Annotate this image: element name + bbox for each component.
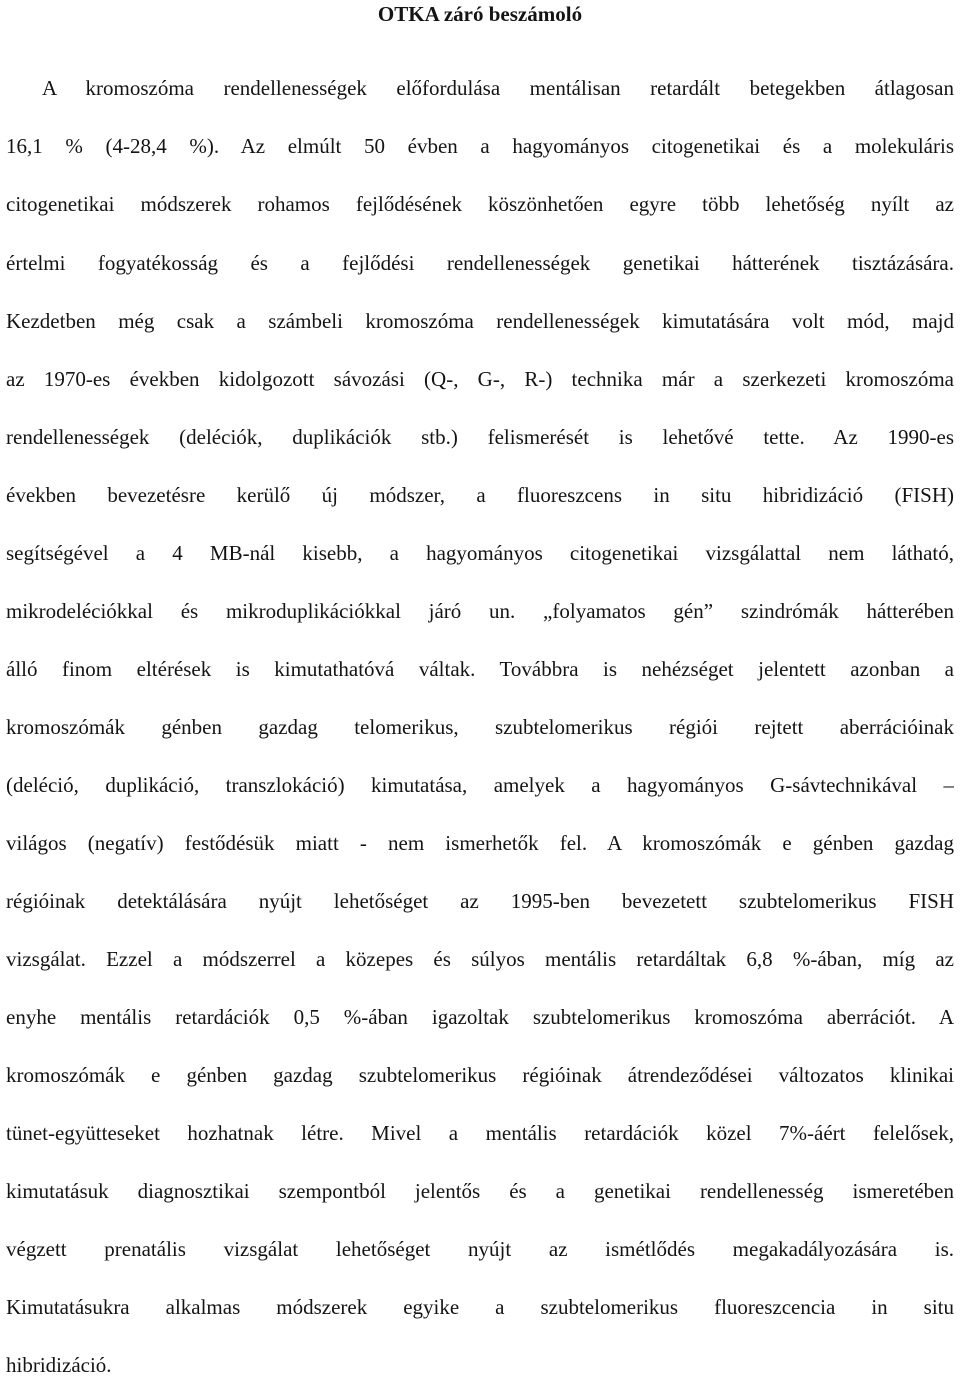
text-line: kimutatásuk diagnosztikai szempontból jelentős és a genetikai rendellenesség ismeretében xyxy=(6,1179,954,1203)
text-line: vizsgálat. Ezzel a módszerrel a közepes és súlyos mentális retardáltak 6,8 %-ában, míg az xyxy=(6,947,954,971)
text-line: hibridizáció. xyxy=(6,1353,112,1377)
text-line: álló finom eltérések is kimutathatóvá váltak. Továbbra is nehézséget jelentett azonban a xyxy=(6,657,954,681)
text-line: régióinak detektálására nyújt lehetőséget az 1995-ben bevezetett szubtelomerikus FISH xyxy=(6,889,954,913)
text-line: rendellenességek (deléciók, duplikációk stb.) felismerését is lehetővé tette. Az 1990-es xyxy=(6,425,954,449)
text-line: enyhe mentális retardációk 0,5 %-ában igazoltak szubtelomerikus kromoszóma aberrációt. A xyxy=(6,1005,954,1029)
text-line: az 1970-es években kidolgozott sávozási (Q-, G-, R-) technika már a szerkezeti kromoszóma xyxy=(6,367,954,391)
text-line: Kezdetben még csak a számbeli kromoszóma rendellenességek kimutatására volt mód, majd xyxy=(6,309,954,333)
text-line: mikrodeléciókkal és mikroduplikációkkal járó un. „folyamatos gén” szindrómák hátterében xyxy=(6,599,954,623)
text-line: kromoszómák e génben gazdag szubtelomerikus régióinak átrendeződései változatos klinikai xyxy=(6,1063,954,1087)
text-line: (deléció, duplikáció, transzlokáció) kimutatása, amelyek a hagyományos G-sávtechnikával – xyxy=(6,773,954,797)
document-title: OTKA záró beszámoló xyxy=(377,2,583,26)
text-line: Kimutatásukra alkalmas módszerek egyike a szubtelomerikus fluoreszcencia in situ xyxy=(6,1295,954,1319)
text-line: kromoszómák génben gazdag telomerikus, szubtelomerikus régiói rejtett aberrációinak xyxy=(6,715,954,739)
text-line: években bevezetésre kerülő új módszer, a fluoreszcens in situ hibridizáció (FISH) xyxy=(6,483,954,507)
text-line: végzett prenatális vizsgálat lehetőséget nyújt az ismétlődés megakadályozására is. xyxy=(6,1237,954,1261)
text-line: segítségével a 4 MB-nál kisebb, a hagyományos citogenetikai vizsgálattal nem látható, xyxy=(6,541,954,565)
text-line: 16,1 % (4-28,4 %). Az elmúlt 50 évben a hagyományos citogenetikai és a molekuláris xyxy=(6,134,954,158)
text-line: tünet-együtteseket hozhatnak létre. Mivel a mentális retardációk közel 7%-áért felelősek, xyxy=(6,1121,954,1145)
text-line: világos (negatív) festődésük miatt - nem ismerhetők fel. A kromoszómák e génben gazdag xyxy=(6,831,954,855)
text-line: A kromoszóma rendellenességek előfordulása mentálisan retardált betegekben átlagosan xyxy=(42,76,954,100)
text-line: értelmi fogyatékosság és a fejlődési rendellenességek genetikai hátterének tisztázására. xyxy=(6,251,954,275)
text-line: citogenetikai módszerek rohamos fejlődésének köszönhetően egyre több lehetőség nyílt az xyxy=(6,192,954,216)
